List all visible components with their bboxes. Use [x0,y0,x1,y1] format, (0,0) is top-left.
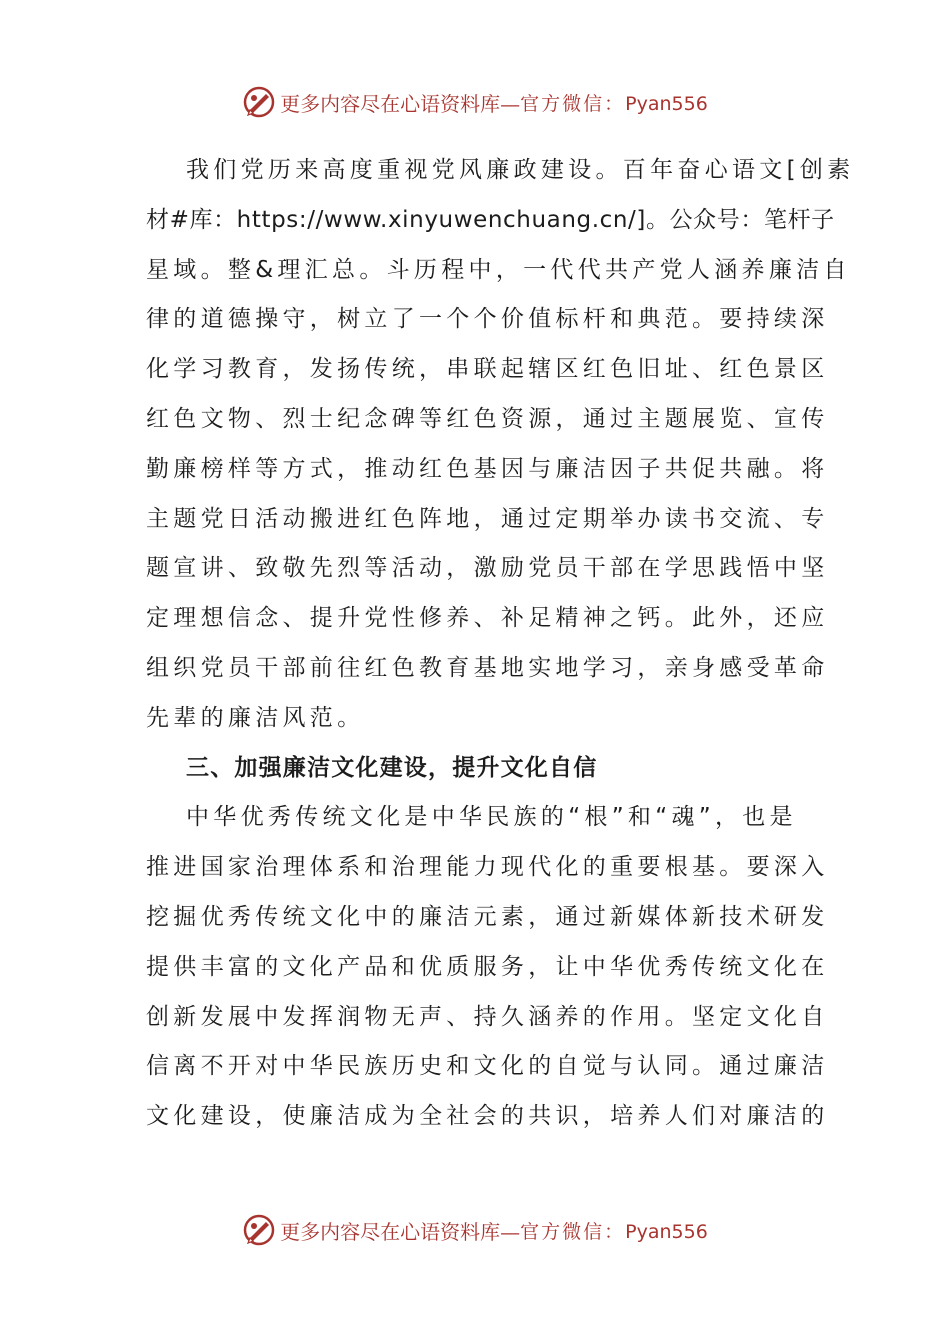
paragraph-line: 中华优秀传统文化是中华民族的“根”和“魂”，也是 [186,804,797,831]
header-wechat-label: 官方微信： [520,92,626,115]
footer-wechat-label: 官方微信： [520,1220,626,1243]
paragraph-line: 主题党日活动搬进红色阵地，通过定期举办读书交流、专 [146,505,829,532]
document-body [146,146,855,1142]
paragraph-line: 提供丰富的文化产品和优质服务，让中华优秀传统文化在 [146,953,829,980]
paragraph-line: 推进国家治理体系和治理能力现代化的重要根基。要深入 [146,854,829,881]
paragraph-line: 题宣讲、致敬先烈等活动，激励党员干部在学思践悟中坚 [146,555,829,582]
paragraph-line: 红色文物、烈士纪念碑等红色资源，通过主题展览、宣传 [146,405,829,432]
paragraph-line: 星域。整&理汇总。斗历程中，一代代共产党人涵养廉洁自 [146,256,851,283]
paragraph-line: 勤廉榜样等方式，推动红色基因与廉洁因子共促共融。将 [146,455,829,482]
header-banner [0,82,950,122]
footer-banner [0,1210,950,1250]
paragraph-line: 信离不开对中华民族历史和文化的自觉与认同。通过廉洁 [146,1053,829,1080]
footer-brand-text: 更多内容尽在心语资料库— [280,1219,521,1244]
paragraph-line: 我们党历来高度重视党风廉政建设。百年奋心语文[创素 [186,157,855,183]
paragraph-line: 化学习教育，发扬传统，串联起辖区红色旧址、红色景区 [146,356,829,383]
pen-seal-logo-icon [242,85,276,119]
paragraph-line: 定理想信念、提升党性修养、补足精神之钙。此外，还应 [146,605,829,632]
paragraph-line: 律的道德操守，树立了一个个价值标杆和典范。要持续深 [146,306,829,333]
paragraph-2 [146,793,829,1142]
paragraph-line: 组织党员干部前往红色教育基地实地学习，亲身感受革命 [146,654,829,681]
paragraph-line: 材#库：https://www.xinyuwenchuang.cn/]。公众号：笔杆子 [146,206,835,233]
paragraph-line: 挖掘优秀传统文化中的廉洁元素，通过新媒体新技术研发 [146,903,829,930]
footer-wechat-id: Pyan556 [625,1220,708,1243]
pen-seal-logo-icon [242,1213,276,1247]
footer-wechat [520,1217,708,1244]
paragraph-line: 文化建设，使廉洁成为全社会的共识，培养人们对廉洁的 [146,1103,829,1130]
header-wechat [520,89,708,116]
paragraph-line: 先辈的廉洁风范。 [146,704,365,731]
paragraph-line: 创新发展中发挥润物无声、持久涵养的作用。坚定文化自 [146,1003,829,1030]
paragraph-1 [146,146,855,744]
section-heading: 三、加强廉洁文化建设，提升文化自信 [186,754,598,781]
header-brand-text: 更多内容尽在心语资料库— [280,91,521,116]
header-wechat-id: Pyan556 [625,92,708,115]
